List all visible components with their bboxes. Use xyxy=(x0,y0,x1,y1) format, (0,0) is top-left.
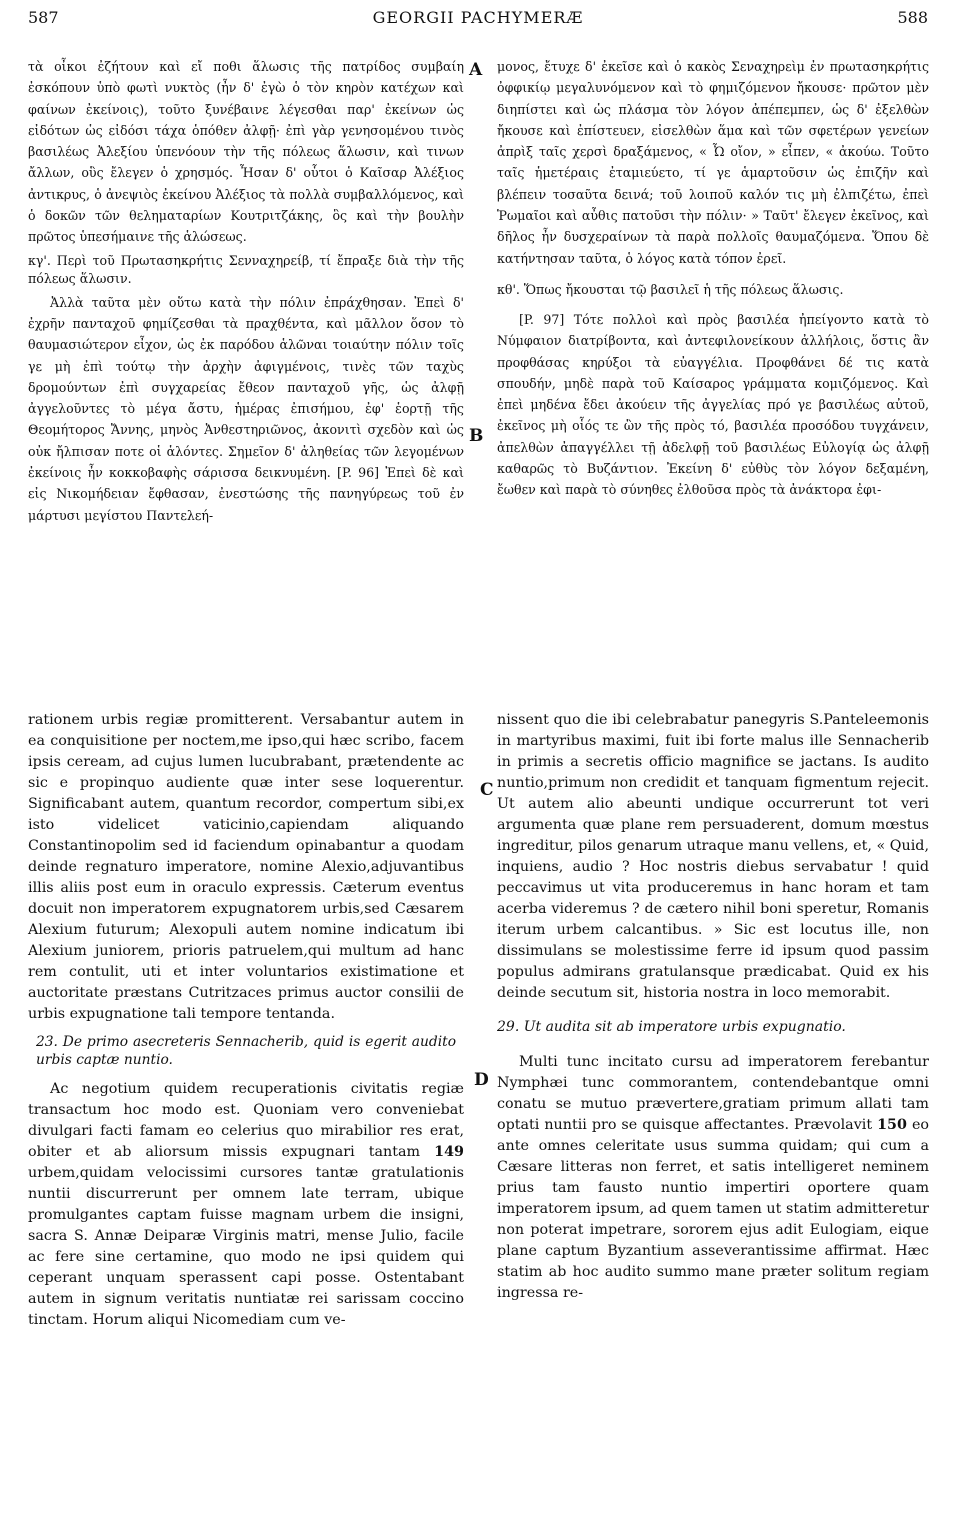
latin-left-section-title: 23. De primo asecreteris Sennacherib, quid is egerit audito urbis captæ nuntio. xyxy=(36,1034,456,1068)
margin-letter-c: C xyxy=(480,780,494,800)
column-number-149: 149 xyxy=(434,1144,464,1160)
greek-left-paragraph-1: τὰ οἶκοι ἐζήτουν καὶ εἴ ποθι ἅλωσις τῆς πατρίδος συμβαίη ἐσκόπουν ὑπὸ φωτὶ νυκτὸς (ἦν δ' ἐγὼ ὁ τὸν κηρὸν κατέχων καὶ φαίνων ἐκείνοις), τοῦτο ξυνέβαινε λέγεσθαι παρ' ἐκείνων ὡς εἰδότων ὡς εἰδόσι τάχα ὁπόθεν ἀλφῇ· ἐπὶ γὰρ γενησομένου τινὸς βασιλέως Ἀλεξίου ὑπενόουν τὴν τῆς πόλεως ἅλωσιν, καὶ τινων ἄλλων, οὓς ἔλεγεν ὁ χρησμός. Ἦσαν δ' οὗτοι ὁ Καῖσαρ Ἀλέξιος ἀντικρυς, ὁ ἀνεψιὸς ἐκείνου Ἀλέξιος τὰ πολλὰ συμβαλλόμενος, καὶ ὁ δοκῶν τῶν θεληματαρίων Κουτριτζάκης, ὃς καὶ τὴν βουλὴν πρῶτος ὑπεσήμαινε τῆς ἁλώσεως. xyxy=(28,59,464,245)
latin-right-paragraph-1: nissent quo die ibi celebrabatur panegyris S.Panteleemonis in martyribus maximi, fuit ibi forte malus ille Sennacherib in primis a secretis officio magnifice se jactans. Is audito nuntio,primum non credidit et tanquam figmentum rejecit. Ut autem alio abeunti undique occurrerunt tot veri argumenta quæ plane rem persuaderent, domum mœstus ingreditur, pilos genarum utraque manu vellens, et, « Quid, inquiens, audio ? Hoc nostris diebus servabatur ! quid peccavimus ut vita produceremus in hanc horam et tam acerba videremus ? de cætero nihil boni speretur, Romanis iterum urbem calcantibus. » Sic est locutus ille, non dissimulans se molestissime ferre id ipsum quod passim populus admirans gratulansque prædicabat. Quid ex his deinde secutum sit, historia nostra in loco memorabit. xyxy=(497,712,929,1001)
latin-right-paragraph-2-start: Multi tunc incitato cursu ad imperatorem ferebantur Nymphæi tunc commorantem, contendebantque omni conatu se mutuo prævertere,gratiam primum allati tam optati nuntii pro se quisque affectantes. Prævolavit xyxy=(497,1054,929,1133)
latin-right-paragraph-2 xyxy=(497,1052,929,1304)
latin-right-section-title: 29. Ut audita sit ab imperatore urbis expugnatio. xyxy=(497,1019,846,1035)
page-number-right: 588 xyxy=(897,8,928,27)
greek-column-left xyxy=(28,56,464,526)
greek-right-paragraph-2: [P. 97] Τότε πολλοὶ καὶ πρὸς βασιλέα ἠπείγοντο κατὰ τὸ Νύμφαιον διατρίβοντα, καὶ ἀντεφιλονείκουν ἀλλήλοις, ὅστις ἂν προφθάσας κηρύξοι τὰ εὐαγγέλια. Προφθάνει δέ τις κατὰ σπουδήν, μηδὲ παρὰ τοῦ Καίσαρος γράμματα κομιζόμενος. Καὶ ἐπεὶ μηδένα ἔδει ἀκούειν τῆς ἀγγελίας πρό γε βασιλέως αὐτοῦ, ἐκεῖνος μὴ οἷός τε ὢν τῆς πρὸς τό, βασιλέα προσόδου τυγχάνειν, ἀπελθὼν ἀπαγγέλλει τῇ ἀδελφῇ τοῦ βασιλέως Εὐλογίᾳ ὡς ἀλφῇ καθαρῶς τὸ Βυζάντιον. Ἐκείνη δ' εὐθὺς τὸν λόγον δεξαμένη, ἔωθεν καὶ παρὰ τὸ σύνηθες ἐλθοῦσα πρὸς τὰ ἀνάκτορα ἐφι- xyxy=(497,311,929,498)
margin-letter-d: D xyxy=(474,1070,489,1090)
page-header xyxy=(28,8,928,38)
latin-left-paragraph-2 xyxy=(28,1079,464,1331)
latin-column-right xyxy=(497,710,929,1304)
greek-column-right xyxy=(497,56,929,501)
latin-column-left xyxy=(28,710,464,1331)
greek-right-paragraph-1: μονος, ἔτυχε δ' ἐκεῖσε καὶ ὁ κακὸς Σεναχηρεὶμ ἐν πρωτασηκρήτις ὀφφικίῳ μεγαλυνόμενον καὶ τὸ φημιζόμενον ἤκουσε· πρῶτον μὲν διηπίστει καὶ ὡς πλάσμα τὸν λόγον ἀπέπεμπεν, ὡς δ' ἐξελθὼν ἤκουσε καὶ ἐπίστευεν, εἰσελθὼν ἅμα καὶ τῶν σφετέρων γενείων ἀπρὶξ ταῖς χερσὶ δραξάμενος, « Ὦ οἴον, » εἶπεν, « ἀκούω. Τοῦτο ταῖς ἡμετέραις ἐταμιεύετο, τί γε ἁμαρτοῦσιν ὡς ἐπιζῆν καὶ βλέπειν τοσαῦτα δεινά; τοῦ λοιποῦ καλόν τις μὴ ἐλπιζέτω, ἐπεὶ Ῥωμαῖοι καὶ αὖθις πατοῦσι τὴν πόλιν· » Ταῦτ' ἔλεγεν ἐκεῖνος, καὶ δῆλος ἦν δυσχεραίνων τὰ παρὰ πολλοῖς θαυμαζόμενα. Ὅπου δὲ κατήντησαν ταῦτα, ὁ λόγος κατὰ τόπον ἐρεῖ. xyxy=(497,59,929,266)
latin-right-paragraph-2-end: eo ante omnes celeritate usus summa quidam; qui cum a Cæsare litteras non ferret, et satis intelligeret neminem prius tam fausto nuntio impertiri oportere quam imperatorem ipsum, ad quem tamen ut statim admitteretur non poterat impetrare, sororem ejus adit Eulogiam, eique plane captum Byzantium asseverantissime affirmat. Hæc statim ab hoc audito summo mane præter solitum regiam ingressa re- xyxy=(497,1117,930,1301)
greek-left-paragraph-2: Ἀλλὰ ταῦτα μὲν οὕτω κατὰ τὴν πόλιν ἐπράχθησαν. Ἐπεὶ δ' ἐχρῆν πανταχοῦ φημίζεσθαι τὰ πραχθέντα, καὶ μᾶλλον ὅσον τὸ θαυμασιώτερον εἶχον, ὡς ἐκ παρόδου ἁλῶναι τοιαύτην πόλιν τοῖς γε μὴ ἐπὶ τούτῳ τὴν ἀρχὴν ἀφιγμένοις, τινὲς τῶν ταχὺς δρομούντων ἐπὶ συγχαρείας ἔθεον πανταχοῦ γῆς, ὡς ἀλφῇ ἀγγελοῦντες τὸ μέγα ἄστυ, ἡμέρας ἐπισήμου, ἐφ' ἑορτῇ τῆς Θεομήτορος Ἄννης, μηνὸς Ἀνθεστηριῶνος, ἀκονιτὶ σχεδὸν καὶ ὡς οὐκ ἤλπισαν ποτε οἱ ἁλόντες. Σημεῖον δ' ἀληθείας τῶν λεγομένων ἐκείνοις ἦν κοκκοβαφὴς σάρισσα δεικνυμένη. [P. 96] Ἐπεὶ δὲ καὶ εἰς Νικομήδειαν ἔφθασαν, ἐνεστώσης τῆς πανηγύρεως τοῦ ἐν μάρτυσι μεγίστου Παντελεή- xyxy=(28,294,464,523)
latin-left-paragraph-2-end: urbem,quidam velocissimi cursores tantæ gratulationis nuntii discurrerunt per omnem late terram, ubique promulgantes captam fuisse magnam urbem die insigni, sacra S. Annæ Deiparæ Virginis matri, mense Julio, facile ac fere sine certamine, quo modo ne ipsi quidem qui ceperant unquam sperassent capi posse. Ostentabant autem in signum veritatis nuntiatæ rei sarissam coccino tinctam. Horum aliqui Nicomediam cum ve- xyxy=(28,1165,464,1328)
greek-right-section-title: κθ'. Ὅπως ἤκουσται τῷ βασιλεῖ ἡ τῆς πόλεως ἅλωσις. xyxy=(497,281,844,297)
greek-left-section-title: κγ'. Περὶ τοῦ Πρωτασηκρήτις Σενναχηρείβ, τί ἔπραξε διὰ τὴν τῆς πόλεως ἅλωσιν. xyxy=(28,252,464,286)
margin-letter-b: B xyxy=(469,426,484,446)
page-number-left: 587 xyxy=(28,8,59,27)
margin-letter-a: A xyxy=(469,60,483,80)
latin-left-paragraph-1: rationem urbis regiæ promitterent. Versabantur autem in ea conquisitione per noctem,me ipso,qui hæc scribo, facem ipsis ceream, ad cujus lumen lucubrabant, prætendente ac sic e propinquo audiente quæ inter sese loquerentur. Significabant autem, quantum recordor, compertum sibi,ex isto videlicet vaticinio,capiendam aliquando Constantinopolim sed id faciendum opinabantur a quodam deinde regnaturo imperatore, nomine Alexio,adjuvantibus illis aliis post eum in oraculo expressis. Cæterum eventus docuit non imperatorem expugnatorem urbis,sed Cæsarem Alexium futurum; Alexopuli autem nomine indicatum ibi Alexium juniorem, prioris patruelem,qui multum ad hanc rem contulit, uti et inter voluntarios existimatione et auctoritate præstans Cutritzaces primus auctor consilii de urbis expugnatione tali tempore tentanda. xyxy=(28,712,464,1022)
latin-left-paragraph-2-start: Ac negotium quidem recuperationis civitatis regiæ transactum hoc modo est. Quoniam vero conveniebat divulgari facti famam eo celerius quo mirabilior res erat, obiter et ab aliorsum missis expugnari tantam xyxy=(28,1081,464,1160)
running-title: GEORGII PACHYMERÆ xyxy=(372,8,584,27)
column-number-150: 150 xyxy=(877,1117,907,1133)
